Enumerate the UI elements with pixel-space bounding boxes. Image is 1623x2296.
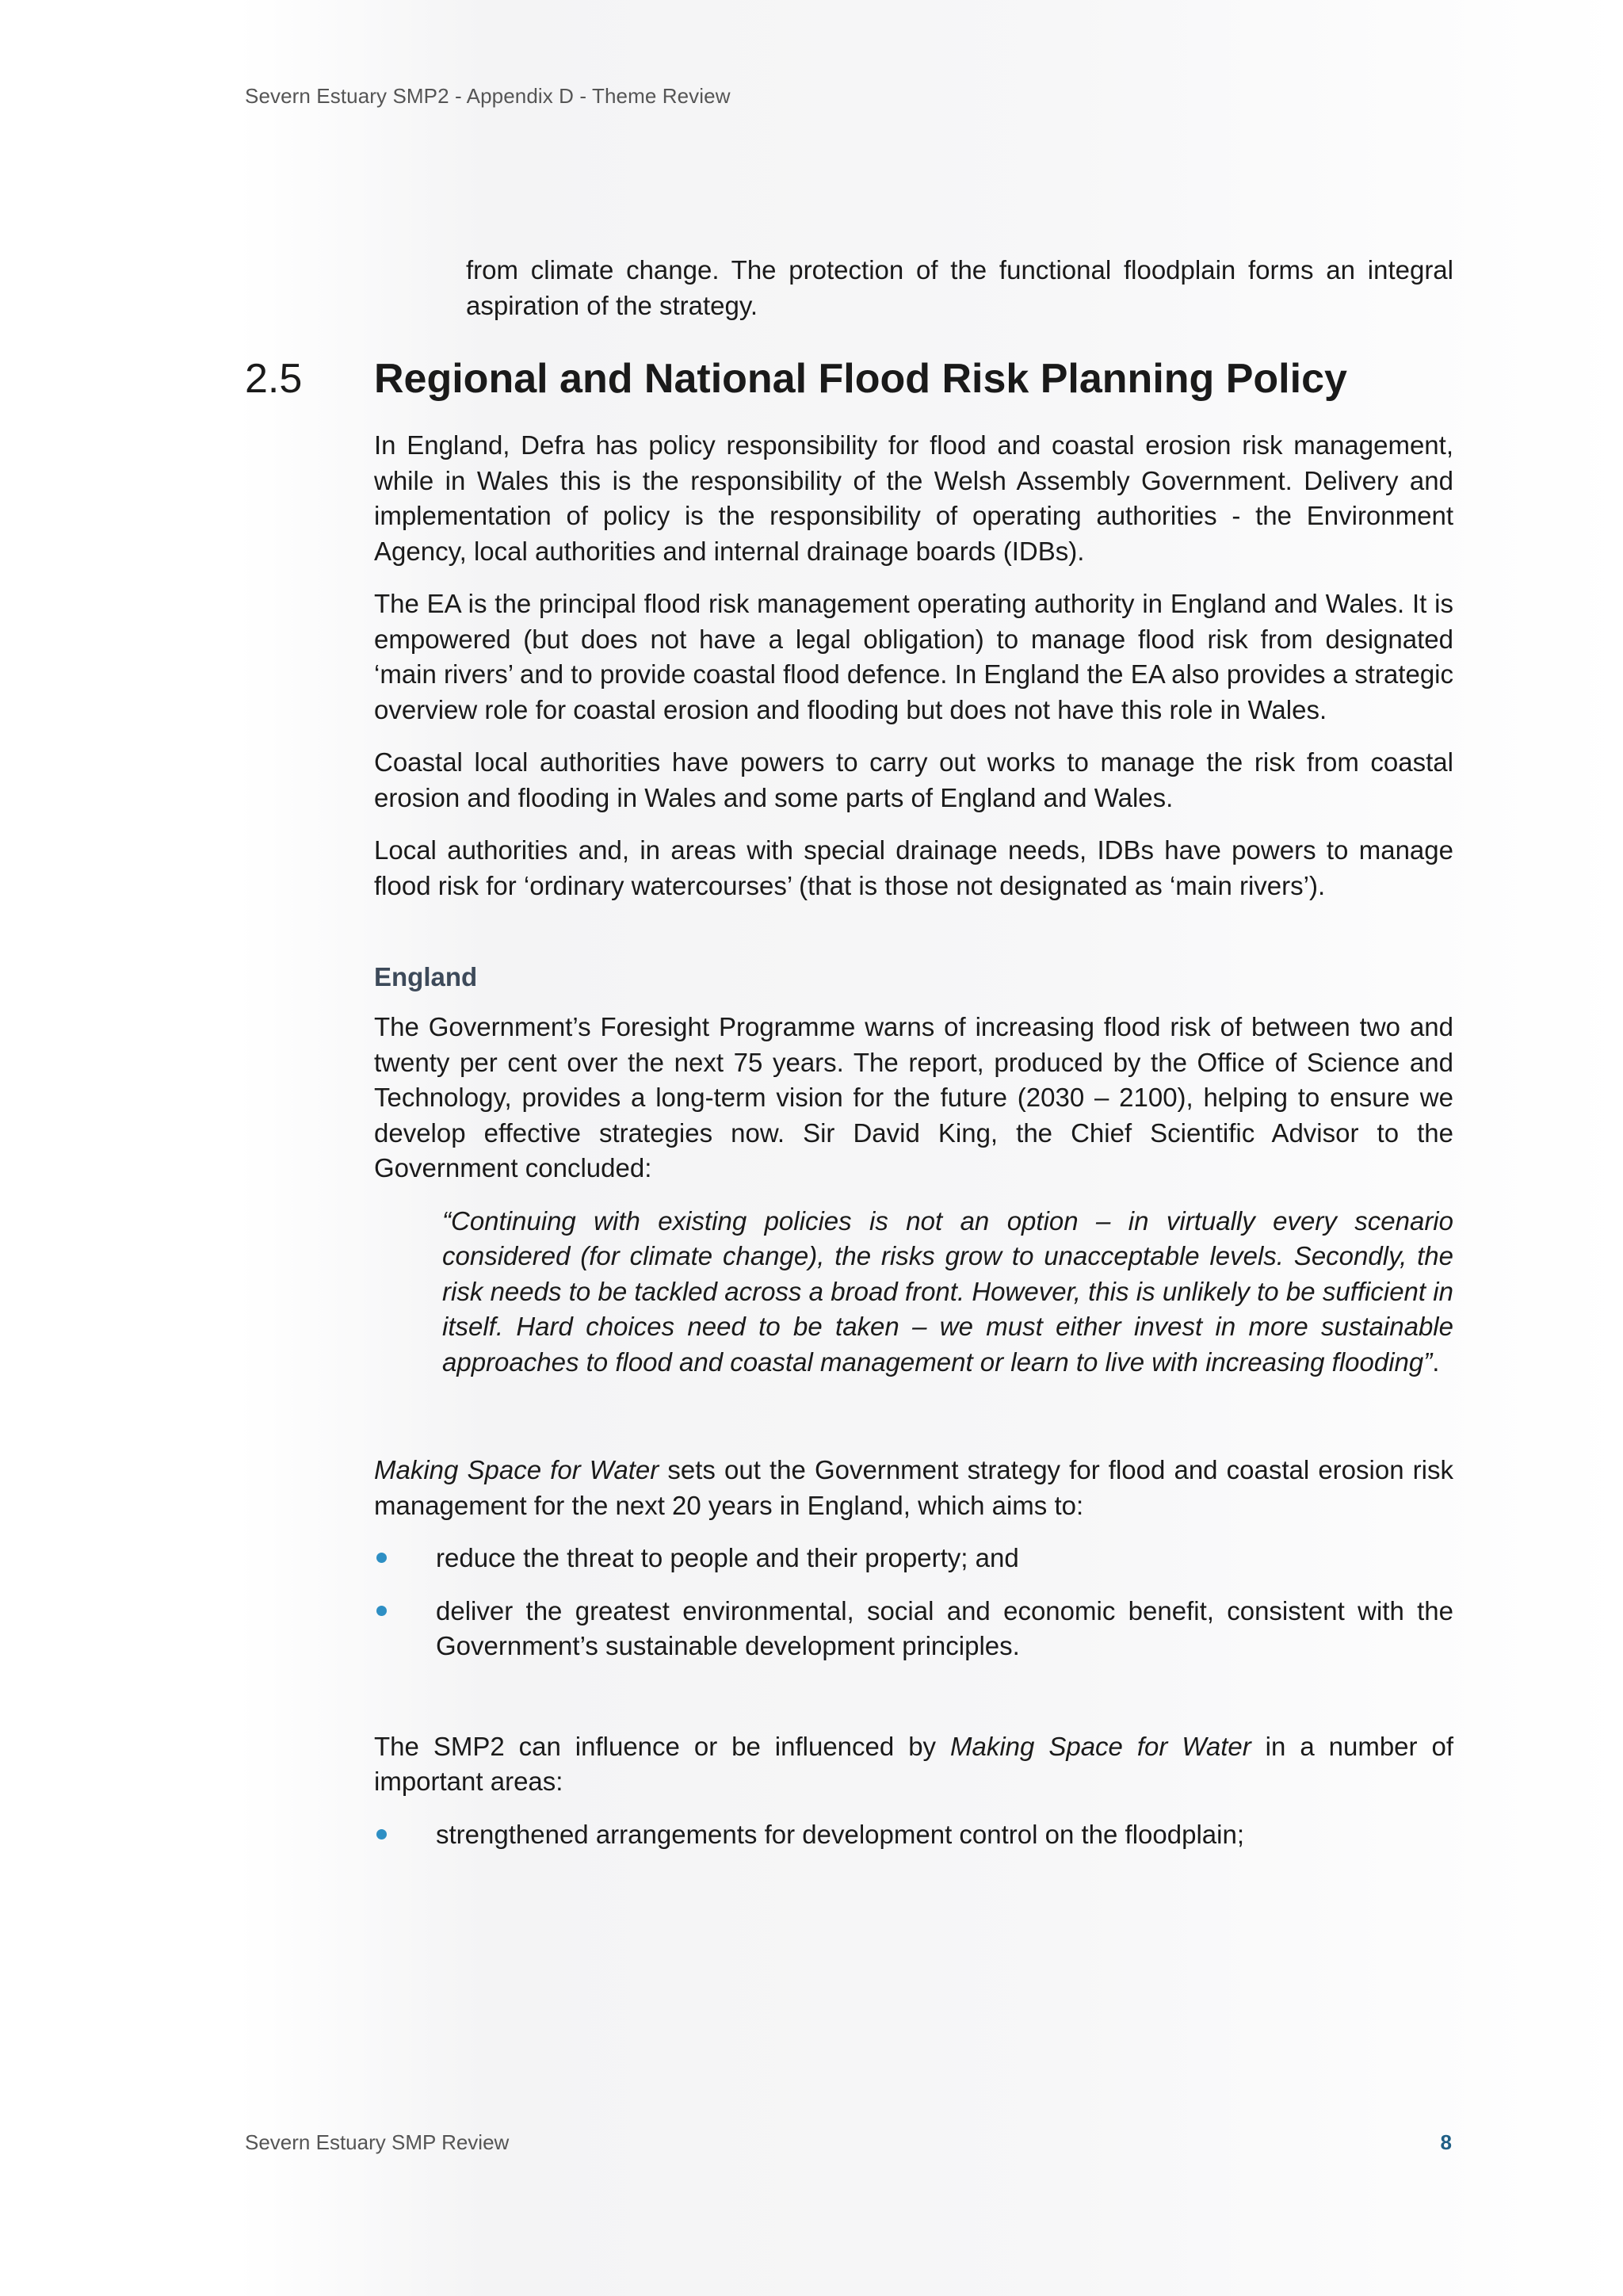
making-space-intro: sets out the Government strategy for flood and coastal erosion risk management for the next 20 years in England, which aims to: [374,1455,1453,1520]
main-content [374,428,1453,1870]
footer-title: Severn Estuary SMP Review [245,2130,510,2154]
list-item [374,1594,1453,1664]
england-subheading: England [374,962,478,991]
section-title: Regional and National Flood Risk Planning Policy [374,356,1347,402]
list-item [374,1541,1453,1576]
paragraph-policy-responsibility: In England, Defra has policy responsibility for flood and coastal erosion risk management, while in Wales this is the responsibility of the Welsh Assembly Government. Delivery and implementation of policy is the responsibility of operating authorities - the Environment Agency, local authorities and internal drainage boards (IDBs). [374,430,1453,566]
quote-text: “Continuing with existing policies is not an option – in virtually every scenario considered (for climate change), the risks grow to unacceptable levels. Secondly, the risk needs to be tackled across a broad front. However, this is unlikely to be sufficient in itself. Hard choices need to be taken – we must either invest in more sustainable approaches to flood and coastal management or learn to live with increasing flooding” [442,1205,1453,1377]
page-number: 8 [1440,2130,1452,2154]
section-number: 2.5 [245,356,303,402]
list-item-text: deliver the greatest environmental, social and economic benefit, consistent with the Government’s sustainable development principles. [436,1595,1453,1660]
quote-end: . [1432,1347,1440,1377]
smp2-areas-list [374,1817,1453,1853]
section-heading [245,355,1481,411]
bullet-icon [376,1553,387,1563]
king-quote [442,1204,1453,1381]
bullet-icon [376,1606,387,1616]
continuation-paragraph: from climate change. The protection of the functional floodplain forms an integral aspiration of the strategy. [466,255,1453,320]
list-item [374,1817,1453,1853]
list-item-text: strengthened arrangements for development control on the floodplain; [436,1819,1244,1849]
smp2-text-before: The SMP2 can influence or be influenced by [374,1731,950,1761]
aims-list [374,1541,1453,1664]
paragraph-smp2 [374,1729,1453,1800]
making-space-title: Making Space for Water [374,1455,659,1484]
running-header: Severn Estuary SMP2 - Appendix D - Theme Review [245,84,731,108]
paragraph-local-authorities: Local authorities and, in areas with special drainage needs, IDBs have powers to manage flood risk for ‘ordinary watercourses’ (that is those not designated as ‘main rivers’). [374,835,1453,900]
bullet-icon [376,1829,387,1839]
list-item-text: reduce the threat to people and their property; and [436,1543,1019,1572]
paragraph-coastal-authorities: Coastal local authorities have powers to carry out works to manage the risk from coastal erosion and flooding in Wales and some parts of England and Wales. [374,747,1453,812]
smp2-title: Making Space for Water [950,1731,1251,1761]
paragraph-making-space [374,1453,1453,1523]
smp2-text-after: in a number of important areas: [374,1731,1453,1796]
paragraph-ea-authority: The EA is the principal flood risk management operating authority in England and Wales. It is empowered (but does not have a legal obligation) to manage flood risk from designated ‘main rivers’ and to provide coastal flood defence. In England the EA also provides a strategic overview role for coastal erosion and flooding but does not have this role in Wales. [374,589,1453,724]
paragraph-foresight: The Government’s Foresight Programme warns of increasing flood risk of between two and twenty per cent over the next 75 years. The report, produced by the Office of Science and Technology, provides a long-term vision for the future (2030 – 2100), helping to ensure we develop effective strategies now. Sir David King, the Chief Scientific Advisor to the Government concluded: [374,1012,1453,1182]
